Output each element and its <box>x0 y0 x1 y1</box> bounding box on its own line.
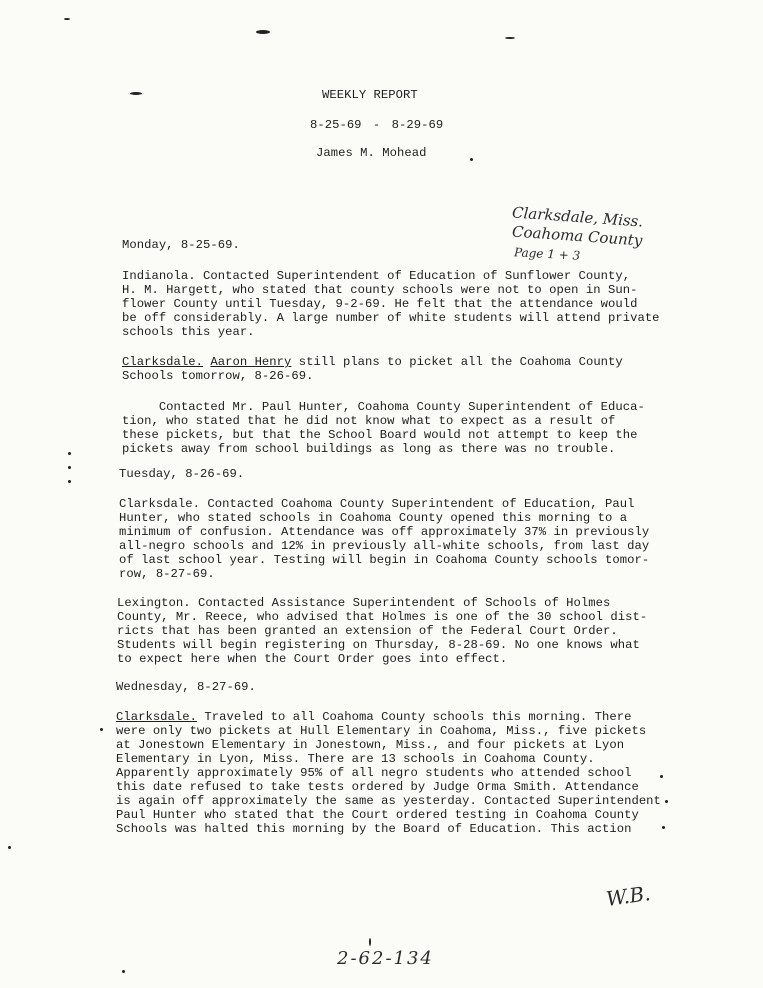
scan-speck <box>68 466 71 469</box>
day-heading-wednesday: Wednesday, 8-27-69. <box>116 680 256 694</box>
scan-speck <box>68 452 71 455</box>
person-name: Aaron Henry <box>210 355 292 369</box>
text-line <box>116 711 631 724</box>
report-dates: 8-25-69 - 8-29-69 <box>310 118 444 132</box>
text-line: schools this year. <box>122 325 255 339</box>
day-heading-monday: Monday, 8-25-69. <box>122 238 240 252</box>
scan-speck <box>122 970 125 973</box>
handwritten-page-number: 2-62-134 <box>337 948 434 969</box>
text-line: ricts that has been granted an extension of the Federal Court Order. <box>117 624 618 638</box>
scan-speck <box>665 800 668 803</box>
place-name: Clarksdale. <box>122 355 204 369</box>
text-line: Schools was halted this morning by the Board of Education. This action <box>116 822 632 836</box>
handwritten-location: Clarksdale, Miss. <box>511 203 644 231</box>
text-line: tion, who stated that he did not know what to expect as a result of <box>122 414 616 428</box>
text-line: these pickets, but that the School Board would not attempt to keep the <box>122 428 638 442</box>
scan-speck <box>130 92 142 95</box>
text-line <box>122 356 623 369</box>
text-line: Apparently approximately 95% of all negro students who attended school <box>116 766 632 780</box>
handwritten-initials: W.B. <box>604 881 652 911</box>
text-line: Lexington. Contacted Assistance Superintendent of Schools of Holmes <box>117 596 611 610</box>
text-line: this date refused to take tests ordered by Judge Orma Smith. Attendance <box>116 780 639 794</box>
text-line: row, 8-27-69. <box>119 567 215 581</box>
scan-speck <box>369 938 371 946</box>
text-line: of last school year. Testing will begin in Coahoma County schools tomor- <box>119 553 650 567</box>
text-line: Indianola. Contacted Superintendent of Education of Sunflower County, <box>122 269 631 283</box>
text-line: Contacted Mr. Paul Hunter, Coahoma County Superintendent of Educa- <box>122 400 645 414</box>
day-heading-tuesday: Tuesday, 8-26-69. <box>119 467 245 481</box>
place-name: Clarksdale. <box>116 710 198 724</box>
report-author: James M. Mohead <box>316 146 427 160</box>
text-line: Schools tomorrow, 8-26-69. <box>122 369 314 383</box>
text-line: to expect here when the Court Order goes into effect. <box>117 652 508 666</box>
report-title: WEEKLY REPORT <box>322 88 418 102</box>
scan-speck <box>662 826 665 829</box>
scan-speck <box>505 37 515 39</box>
text-line: County, Mr. Reece, who advised that Holmes is one of the 30 school dist- <box>117 610 648 624</box>
scan-speck <box>64 18 70 20</box>
scan-speck <box>256 30 270 34</box>
scan-speck <box>470 158 473 161</box>
handwritten-page-note: Page 1 + 3 <box>513 245 581 263</box>
scan-speck <box>8 846 11 849</box>
text-line: is again off approximately the same as yesterday. Contacted Superintendent <box>116 794 661 808</box>
text-line: flower County until Tuesday, 9-2-69. He felt that the attendance would <box>122 297 638 311</box>
text-line: all-negro schools and 12% in previously all-white schools, from last day <box>119 539 650 553</box>
text-line: be off considerably. A large number of white students will attend private <box>122 311 660 325</box>
text-line: Students will begin registering on Thursday, 8-28-69. No one knows what <box>117 638 640 652</box>
text-line: H. M. Hargett, who stated that county schools were not to open in Sun- <box>122 283 638 297</box>
text-line: Hunter, who stated schools in Coahoma County opened this morning to a <box>119 511 628 525</box>
line-rest: Traveled to all Coahoma County schools this morning. There <box>197 710 632 724</box>
scan-speck <box>660 775 663 778</box>
handwritten-county: Coahoma County <box>511 222 643 250</box>
text-line: were only two pickets at Hull Elementary in Coahoma, Miss., five pickets <box>116 724 647 738</box>
text-line: Clarksdale. Contacted Coahoma County Superintendent of Education, Paul <box>119 497 635 511</box>
text-line: Elementary in Lyon, Miss. There are 13 schools in Coahoma County. <box>116 752 595 766</box>
scan-speck <box>100 728 103 731</box>
line-rest: still plans to picket all the Coahoma County <box>291 355 623 369</box>
text-line: minimum of confusion. Attendance was off approximately 37% in previously <box>119 525 650 539</box>
text-line: pickets away from school buildings as long as there was no trouble. <box>122 442 616 456</box>
text-line: at Jonestown Elementary in Jonestown, Miss., and four pickets at Lyon <box>116 738 625 752</box>
text-line: Paul Hunter who stated that the Court ordered testing in Coahoma County <box>116 808 639 822</box>
scan-speck <box>68 480 71 483</box>
